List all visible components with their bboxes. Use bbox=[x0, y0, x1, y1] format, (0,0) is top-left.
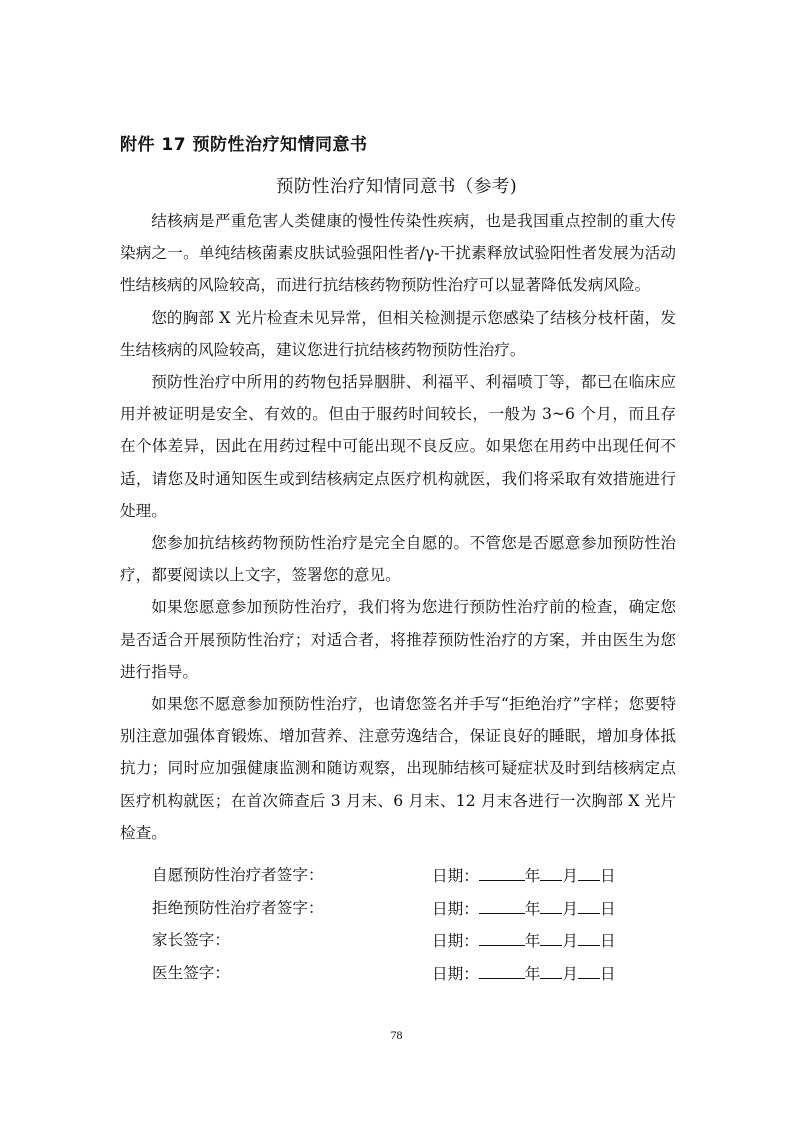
consent-body bbox=[120, 205, 676, 849]
month-label: 月 bbox=[562, 867, 579, 885]
year-blank bbox=[479, 962, 525, 979]
date-label: 日期： bbox=[432, 932, 479, 950]
month-label: 月 bbox=[562, 899, 579, 918]
paragraph-voluntary: 您参加抗结核药物预防性治疗是完全自愿的。不管您是否愿意参加预防性治疗，都要阅读以上文字，签署您的意见。 bbox=[120, 534, 676, 585]
signature-row-parent bbox=[152, 929, 672, 962]
date-label: 日期： bbox=[432, 964, 479, 983]
signature-row-refuse bbox=[152, 897, 672, 930]
signature-label: 家长签字： bbox=[152, 931, 230, 949]
date-field bbox=[432, 962, 616, 985]
signature-label: 自愿预防性治疗者签字： bbox=[152, 866, 324, 884]
year-label: 年 bbox=[524, 867, 541, 885]
day-label: 日 bbox=[600, 932, 616, 950]
page-number: 78 bbox=[390, 1028, 403, 1042]
day-blank bbox=[578, 864, 600, 881]
year-label: 年 bbox=[524, 899, 541, 918]
day-label: 日 bbox=[600, 964, 616, 983]
document-title: 预防性治疗知情同意书（参考) bbox=[275, 177, 518, 197]
year-blank bbox=[479, 929, 525, 946]
date-field bbox=[432, 864, 616, 887]
day-label: 日 bbox=[600, 867, 616, 885]
month-blank bbox=[540, 962, 562, 979]
paragraph-decline: 如果您不愿意参加预防性治疗，也请您签名并手写“拒绝治疗”字样；您要特别注意加强体育锻炼、增加营养、注意劳逸结合，保证良好的睡眠，增加身体抵抗力；同时应加强健康监测和随访观察，出现肺结核可疑症状及时到结核病定点医疗机构就医；在首次筛查后 3 月末、6 月末、12 月末各进行一次胸部 X 光片检查。 bbox=[120, 695, 676, 842]
year-blank bbox=[479, 897, 525, 914]
year-blank bbox=[479, 864, 525, 881]
paragraph-accept: 如果您愿意参加预防性治疗，我们将为您进行预防性治疗前的检查，确定您是否适合开展预防性治疗；对适合者，将推荐预防性治疗的方案，并由医生为您进行指导。 bbox=[120, 598, 676, 681]
date-field bbox=[432, 929, 616, 952]
year-label: 年 bbox=[524, 932, 541, 950]
date-label: 日期： bbox=[432, 899, 479, 918]
day-blank bbox=[578, 897, 600, 914]
month-blank bbox=[540, 864, 562, 881]
annex-heading: 附件 17 预防性治疗知情同意书 bbox=[120, 135, 368, 155]
year-label: 年 bbox=[524, 964, 541, 983]
signature-row-doctor bbox=[152, 962, 672, 995]
month-label: 月 bbox=[562, 932, 579, 950]
paragraph-medication: 预防性治疗中所用的药物包括异胭肼、利福平、利福喷丁等，都已在临床应用并被证明是安全、有效的。但由于服药时间较长，一般为 3~6 个月，而且存在个体差异，因此在用药过程中可能出现不良反应。如果您在用药中出现任何不适，请您及时通知医生或到结核病定点医疗机构就医，我们将采取有效措施进行处理。 bbox=[120, 373, 676, 520]
day-blank bbox=[578, 929, 600, 946]
paragraph-xray: 您的胸部 X 光片检查未见异常，但相关检测提示您感染了结核分枝杆菌，发生结核病的风险较高，建议您进行抗结核药物预防性治疗。 bbox=[120, 308, 676, 359]
month-label: 月 bbox=[562, 964, 579, 983]
signature-label: 医生签字： bbox=[152, 963, 230, 982]
signature-block bbox=[152, 864, 672, 994]
date-field bbox=[432, 897, 616, 920]
day-label: 日 bbox=[600, 899, 616, 918]
paragraph-intro: 结核病是严重危害人类健康的慢性传染性疾病，也是我国重点控制的重大传染病之一。单纯结核菌素皮肤试验强阳性者/γ-干扰素释放试验阳性者发展为活动性结核病的风险较高，而进行抗结核药物预防性治疗可以显著降低发病风险。 bbox=[120, 212, 676, 295]
date-label: 日期： bbox=[432, 867, 479, 885]
day-blank bbox=[578, 962, 600, 979]
month-blank bbox=[540, 929, 562, 946]
month-blank bbox=[540, 897, 562, 914]
signature-row-volunteer bbox=[152, 864, 672, 897]
signature-label: 拒绝预防性治疗者签字： bbox=[152, 898, 324, 917]
